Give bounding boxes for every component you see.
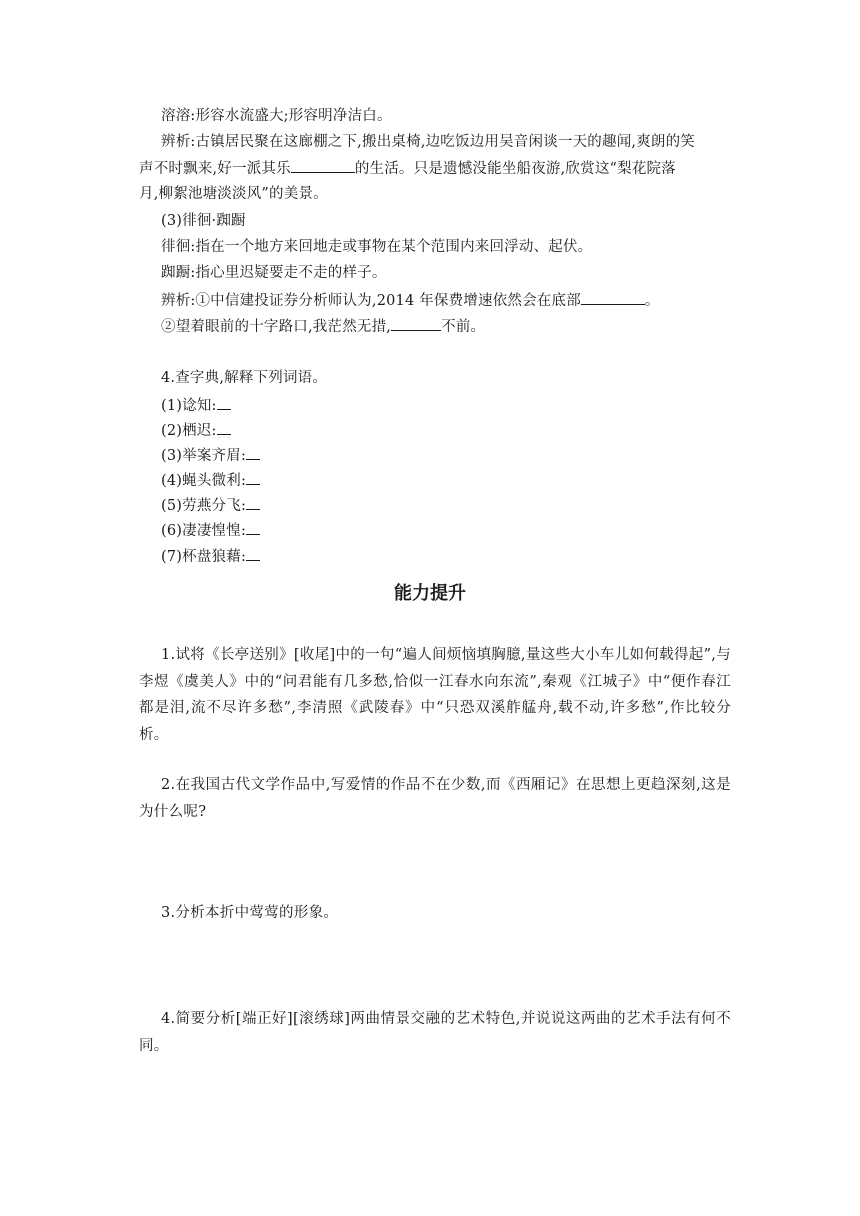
item-label: (2)栖迟: — [161, 423, 217, 439]
ability-question-4: 4.简要分析[端正好][滚绣球]两曲情景交融的艺术特色,并说说这两曲的艺术手法有何不同。 — [139, 1011, 731, 1054]
answer-blank[interactable] — [246, 520, 260, 535]
answer-blank[interactable] — [291, 158, 355, 173]
rongrong-definition: 溶溶:形容水流盛大;形容明净洁白。 — [161, 108, 392, 124]
answer-blank[interactable] — [581, 290, 645, 305]
question-4-item — [161, 495, 260, 516]
analysis-1-line-1: 辨析:古镇居民聚在这廊棚之下,搬出桌椅,边吃饭边用吴音闲谈一天的趣闻,爽朗的笑 — [161, 134, 696, 150]
question-4-item — [161, 470, 260, 491]
answer-blank[interactable] — [246, 546, 260, 561]
chichu-definition: 踟蹰:指心里迟疑要走不走的样子。 — [161, 265, 387, 281]
question-4-item — [161, 445, 260, 466]
analysis-2-line-b — [161, 316, 485, 337]
ability-question-2: 2.在我国古代文学作品中,写爱情的作品不在少数,而《西厢记》在思想上更趋深刻,这是为什么呢? — [139, 777, 731, 820]
question-4-item — [161, 420, 231, 441]
question-4-item — [161, 546, 260, 567]
analysis-1-line-2-pre: 声不时飘来,好一派其乐 — [139, 161, 291, 177]
item-3-title: (3)徘徊·踟蹰 — [161, 213, 246, 229]
answer-blank[interactable] — [246, 445, 260, 460]
answer-blank[interactable] — [217, 420, 231, 435]
section-heading: 能力提升 — [394, 583, 466, 604]
answer-blank[interactable] — [246, 470, 260, 485]
item-label: (7)杯盘狼藉: — [161, 549, 247, 565]
analysis-1-line-2 — [139, 158, 676, 179]
answer-blank[interactable] — [391, 316, 441, 331]
analysis-2-a-post: 。 — [644, 293, 660, 309]
question-4-title: 4.查字典,解释下列词语。 — [161, 370, 328, 386]
item-label: (3)举案齐眉: — [161, 448, 247, 464]
analysis-2-a-pre: 辨析:①中信建投证券分析师认为,2014 年保费增速依然会在底部 — [161, 293, 581, 309]
analysis-2-b-post: 不前。 — [441, 319, 486, 335]
ability-question-1: 1.试将《长亭送别》[收尾]中的一句“遍人间烦恼填胸臆,量这些大小车儿如何载得起”,与李煜《虞美人》中的“问君能有几多愁,恰似一江春水向东流”,秦观《江城子》中“便作春江都是泪,流不尽许多愁”,李清照《武陵春》中“只恐双溪舴艋舟,载不动,许多愁”,作比较分析。 — [139, 647, 731, 743]
answer-blank[interactable] — [217, 395, 231, 410]
analysis-1-line-2-post: 的生活。只是遗憾没能坐船夜游,欣赏这“梨花院落 — [354, 161, 676, 177]
ability-question-3: 3.分析本折中莺莺的形象。 — [161, 905, 339, 921]
question-4-item — [161, 395, 231, 416]
analysis-2-b-pre: ②望着眼前的十字路口,我茫然无措, — [161, 319, 392, 335]
analysis-1-line-3: 月,柳絮池塘淡淡风”的美景。 — [139, 186, 328, 202]
analysis-2-line-a — [161, 290, 660, 311]
item-label: (5)劳燕分飞: — [161, 498, 247, 514]
paihuai-definition: 徘徊:指在一个地方来回地走或事物在某个范围内来回浮动、起伏。 — [161, 239, 593, 255]
item-label: (4)蝇头微利: — [161, 473, 247, 489]
question-4-item — [161, 520, 260, 541]
answer-blank[interactable] — [246, 495, 260, 510]
item-label: (6)凄凄惶惶: — [161, 523, 247, 539]
item-label: (1)谂知: — [161, 398, 217, 414]
